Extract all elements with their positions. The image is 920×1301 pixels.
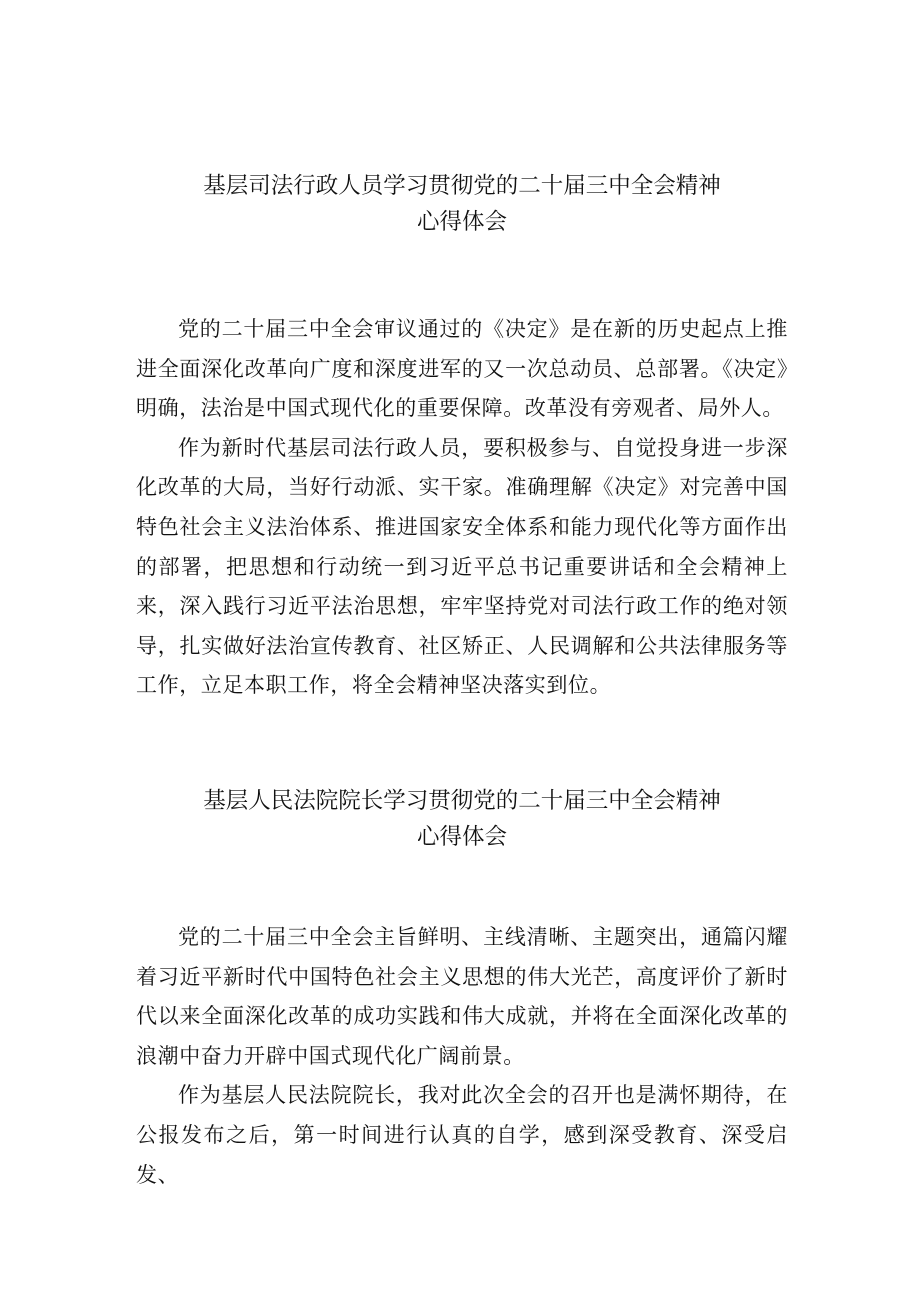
article-body-2 bbox=[136, 918, 788, 1195]
article-title-2 bbox=[136, 783, 788, 855]
title-line-2: 心得体会 bbox=[416, 824, 507, 850]
paragraph: 作为基层人民法院院长，我对此次全会的召开也是满怀期待，在公报发布之后，第一时间进行认真的自学，感到深受教育、深受启发、 bbox=[136, 1083, 788, 1187]
title-line-2: 心得体会 bbox=[416, 209, 507, 235]
article-title-1 bbox=[136, 168, 788, 240]
article-section-1 bbox=[136, 168, 788, 706]
article-section-2 bbox=[136, 783, 788, 1195]
article-body-1 bbox=[136, 310, 788, 706]
paragraph: 党的二十届三中全会主旨鲜明、主线清晰、主题突出，通篇闪耀着习近平新时代中国特色社会主义思想的伟大光芒，高度评价了新时代以来全面深化改革的成功实践和伟大成就，并将在全面深化改革的浪潮中奋力开辟中国式现代化广阔前景。 bbox=[136, 925, 788, 1068]
title-line-1: 基层人民法院院长学习贯彻党的二十届三中全会精神 bbox=[203, 788, 721, 814]
paragraph: 作为新时代基层司法行政人员，要积极参与、自觉投身进一步深化改革的大局，当好行动派、实干家。准确理解《决定》对完善中国特色社会主义法治体系、推进国家安全体系和能力现代化等方面作出的部署，把思想和行动统一到习近平总书记重要讲话和全会精神上来，深入践行习近平法治思想，牢牢坚持党对司法行政工作的绝对领导，扎实做好法治宣传教育、社区矫正、人民调解和公共法律服务等工作，立足本职工作，将全会精神坚决落实到位。 bbox=[136, 435, 788, 698]
title-line-1: 基层司法行政人员学习贯彻党的二十届三中全会精神 bbox=[203, 173, 721, 199]
paragraph: 党的二十届三中全会审议通过的《决定》是在新的历史起点上推进全面深化改革向广度和深度进军的又一次总动员、总部署。《决定》明确，法治是中国式现代化的重要保障。改革没有旁观者、局外人。 bbox=[136, 317, 788, 421]
